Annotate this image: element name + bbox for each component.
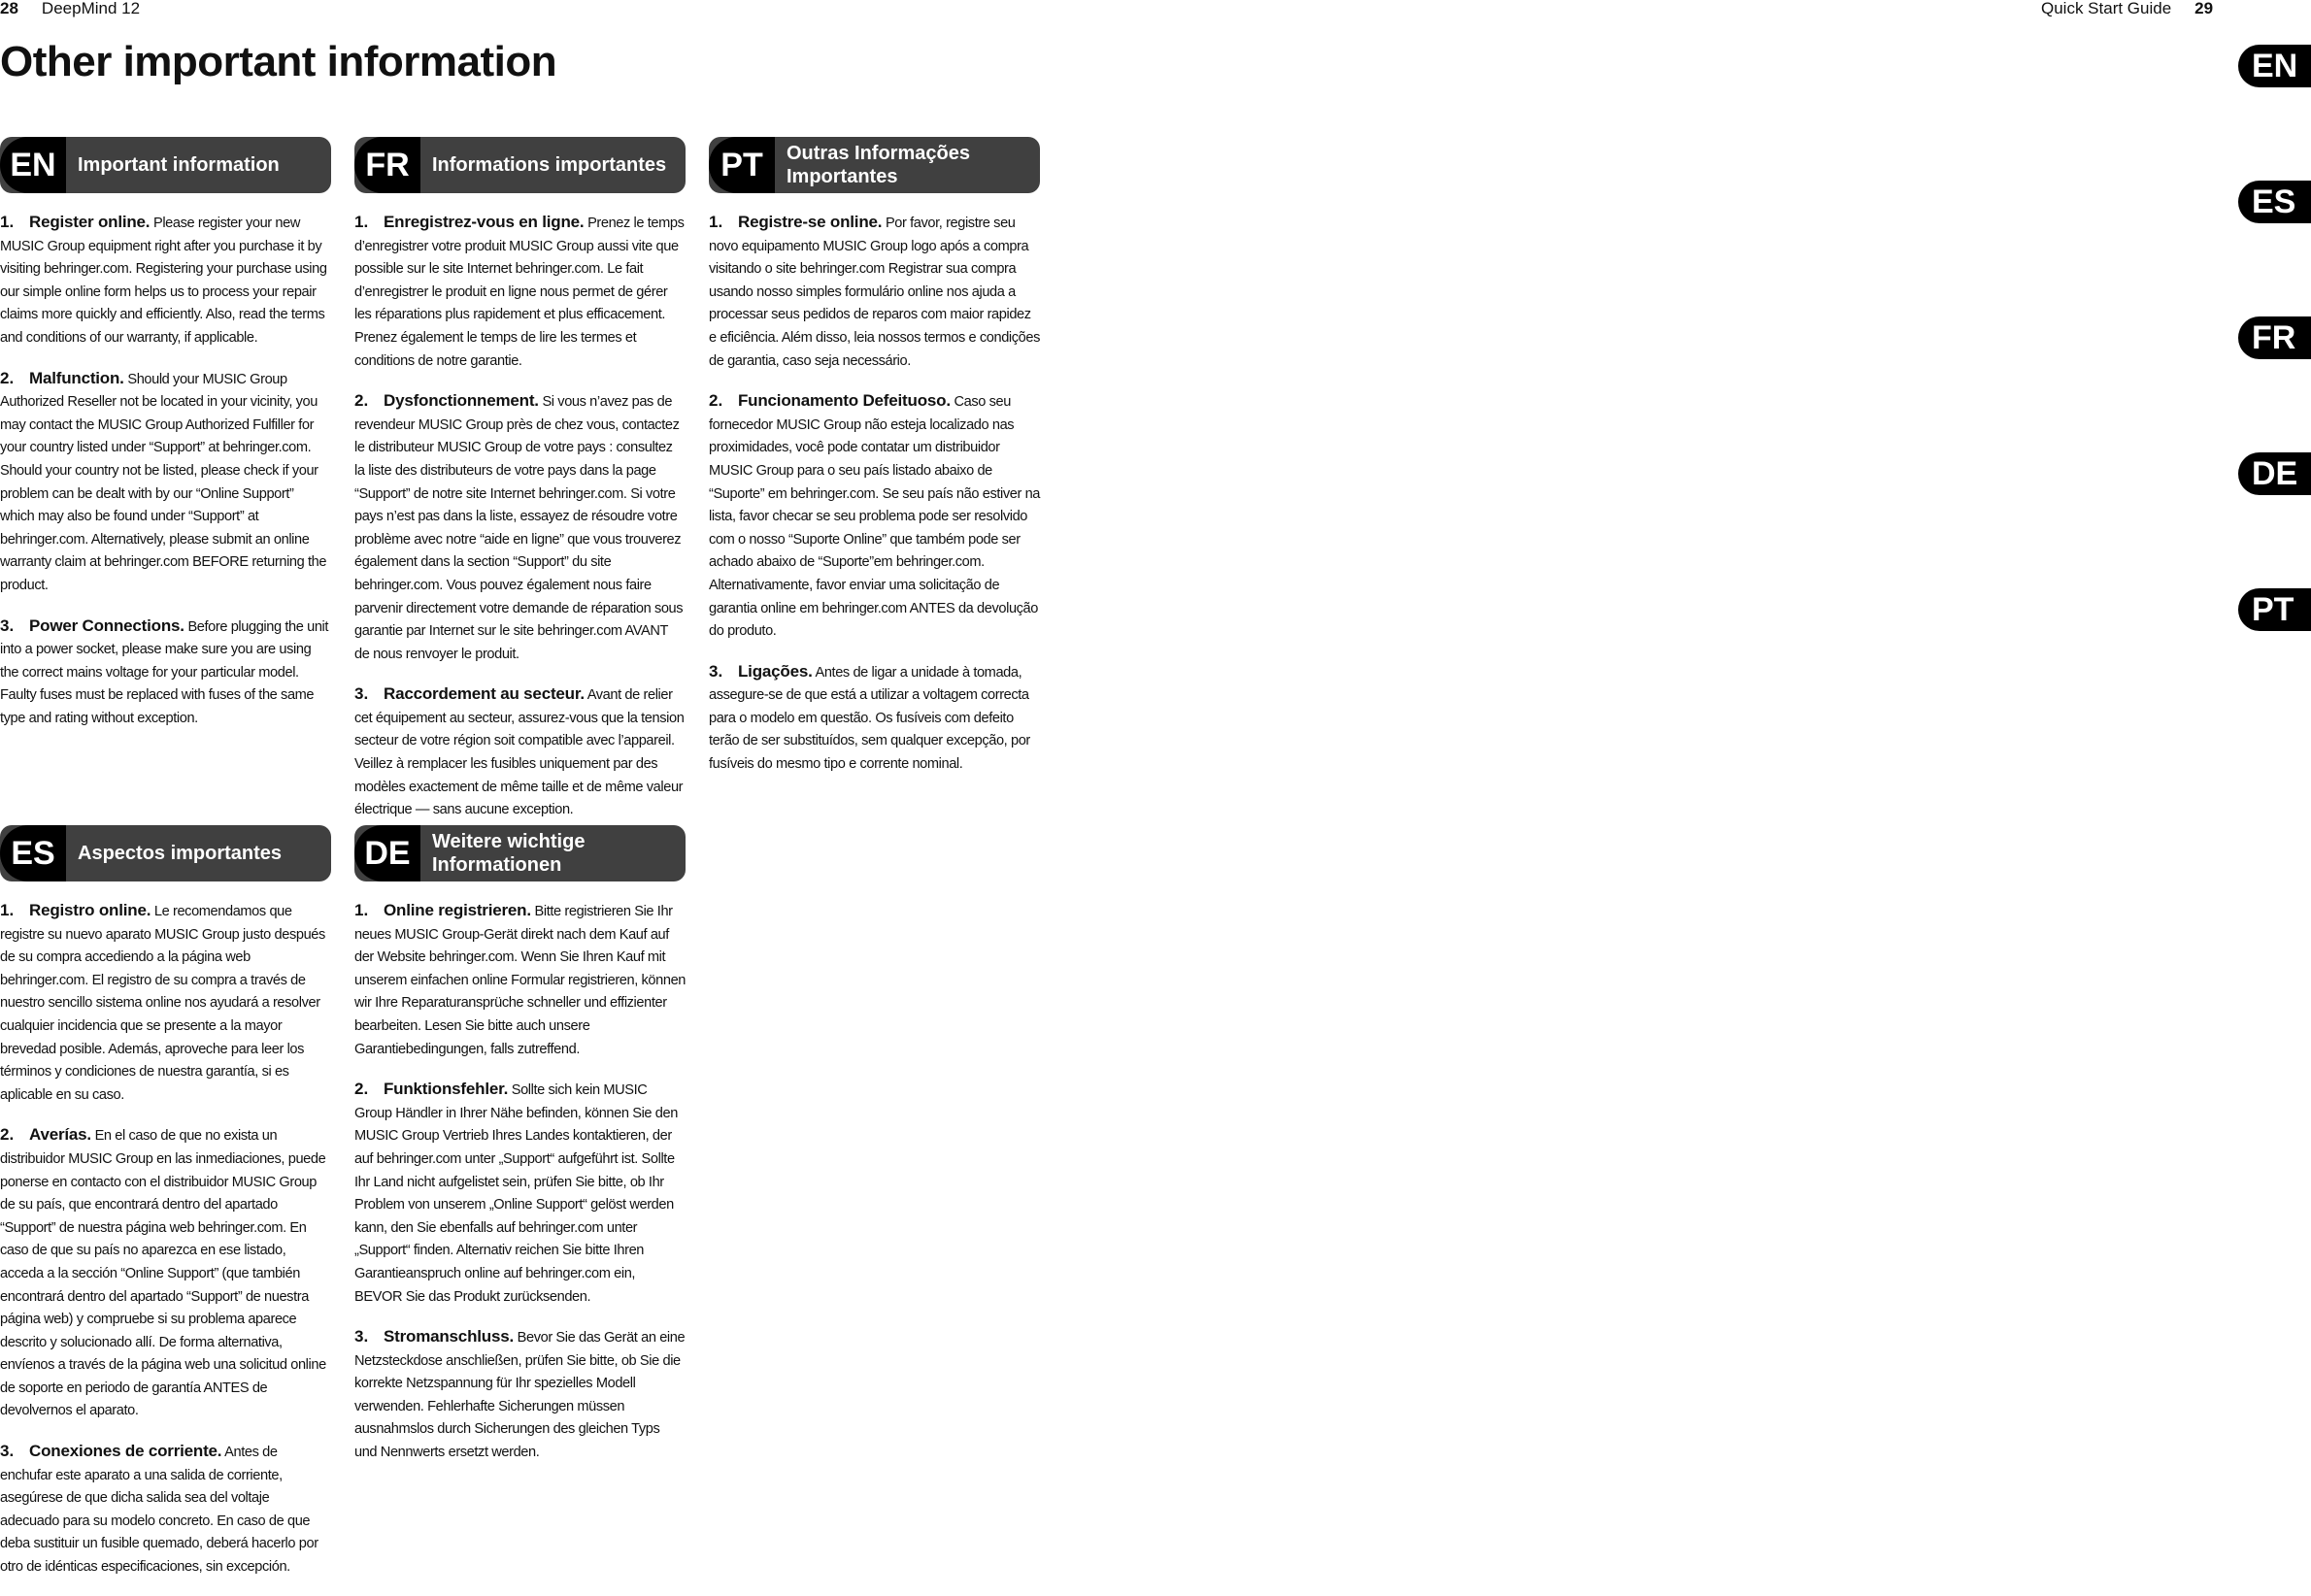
lang-tab-es[interactable]: ES	[2238, 181, 2311, 223]
section-header	[0, 825, 331, 881]
section-es	[0, 825, 331, 1596]
lang-tab-fr[interactable]: FR	[2238, 316, 2311, 359]
list-item: 3. Power Connections. Before plugging the unit into a power socket, please make sure you are using the correct mains voltage for your particular model. Faulty fuses must be replaced with fuses of the same type and rating without exception.	[0, 615, 329, 726]
guide-name: Quick Start Guide	[2041, 0, 2172, 17]
section-header	[354, 137, 686, 193]
product-name: DeepMind 12	[41, 0, 141, 17]
section-title: Informations importantes	[432, 154, 667, 176]
list-item: 2. Malfunction. Should your MUSIC Group Authorized Reseller not be located in your vicinity, you may contact the MUSIC Group Authorized Fulfiller for your country listed under “Support” at behringer.com. Should your country not be listed, please check if your problem can be dealt with by our “Online Support” which may also be found under “Support” at behringer.com. Alternatively, please submit an online warranty claim at behringer.com BEFORE returning the product.	[0, 368, 327, 593]
section-de	[354, 825, 686, 1481]
list-item: 2. Averías. En el caso de que no exista un distribuidor MUSIC Group en las inmediaciones, puede ponerse en contacto con el distribuidor MUSIC Group de su país, que encontrará dentro del apartado “Support” de nuestra página web behringer.com. En caso de que su país no aparezca en ese listado, acceda a la sección “Online Support” (que también encontrará dentro del apartado “Support” de nuestra página web) y compruebe si su problema aparece descrito y solucionado allí. De forma alternativa, envíenos a través de la página web una solicitud online de soporte en periodo de garantía ANTES de devolvernos el aparato.	[0, 1125, 326, 1419]
list-item: 3. Raccordement au secteur. Avant de relier cet équipement au secteur, assurez-vous que la tension secteur de votre région soit compatible avec l’appareil. Veillez à remplacer les fusibles uniquement par des modèles exactement de même taille et de même valeur électrique — sans aucune exception.	[354, 684, 685, 818]
page-title: Other important information	[0, 38, 557, 85]
section-title: Outras Informações Importantes	[787, 143, 970, 187]
language-badge: EN	[0, 137, 66, 193]
language-badge: DE	[354, 825, 420, 881]
list-item: 1. Enregistrez-vous en ligne. Prenez le temps d’enregistrer votre produit MUSIC Group aussi vite que possible sur le site Internet behringer.com. Le fait d’enregistrer le produit en ligne nous permet de gérer les réparations plus rapidement et plus efficacement. Prenez également le temps de lire les termes et conditions de notre garantie.	[354, 213, 685, 369]
language-badge: ES	[0, 825, 66, 881]
language-badge: PT	[709, 137, 775, 193]
section-header	[354, 825, 686, 881]
list-item: 2. Dysfonctionnement. Si vous n’avez pas de revendeur MUSIC Group près de chez vous, contactez le distributeur MUSIC Group de votre pays : consultez la liste des distributeurs de votre pays dans la page “Support” de notre site Internet behringer.com. Si votre pays n’est pas dans la liste, essayez de résoudre votre problème avec notre “aide en ligne” que vous trouverez également dans la section “Support” du site behringer.com. Vous pouvez également nous faire parvenir directement votre demande de réparation sous garantie par Internet sur le site behringer.com AVANT de nous renvoyer le produit.	[354, 391, 684, 662]
section-fr	[354, 137, 686, 839]
list-item: 1. Register online. Please register your new MUSIC Group equipment right after you purchase it by visiting behringer.com. Registering your purchase using our simple online form helps us to process your repair claims more quickly and efficiently. Also, read the terms and conditions of our warranty, if applicable.	[0, 213, 327, 346]
page-header-left	[0, 0, 140, 17]
lang-tab-en[interactable]: EN	[2238, 45, 2311, 87]
section-title: Aspectos importantes	[78, 843, 283, 864]
section-header	[0, 137, 331, 193]
list-item: 2. Funcionamento Defeituoso. Caso seu fornecedor MUSIC Group não esteja localizado nas proximidades, você pode contatar um distribuidor MUSIC Group para o seu país listado abaixo de “Suporte” em behringer.com. Se seu país não estiver na lista, favor checar se seu problema pode ser resolvido com o nosso “Suporte Online” que também pode ser achado abaixo de “Suporte”em behringer.com. Alternativamente, favor enviar uma solicitação de garantia online em behringer.com ANTES da devolução do produto.	[709, 391, 1041, 640]
section-header	[709, 137, 1040, 193]
list-item: 3. Ligações. Antes de ligar a unidade à tomada, assegure-se de que está a utilizar a voltagem correcta para o modelo em questão. Os fusíveis com defeito terão de ser substituídos, sem qualquer excepção, por fusíveis do mesmo tipo e corrente nominal.	[709, 661, 1030, 773]
lang-tab-pt[interactable]: PT	[2238, 588, 2311, 631]
right-page-number: 29	[2194, 0, 2214, 17]
language-badge: FR	[354, 137, 420, 193]
list-item: 1. Registre-se online. Por favor, registre seu novo equipamento MUSIC Group logo após a compra visitando o site behringer.com Registrar sua compra usando nosso simples formulário online nos ajuda a processar seus pedidos de reparos com maior rapidez e eficiência. Além disso, leia nossos termos e condições de garantia, caso seja necessário.	[709, 213, 1041, 369]
section-title: Important information	[78, 154, 280, 176]
left-page-number: 28	[0, 0, 18, 17]
lang-tab-de[interactable]: DE	[2238, 452, 2311, 495]
list-item: 1. Online registrieren. Bitte registrieren Sie Ihr neues MUSIC Group-Gerät direkt nach dem Kauf auf der Website behringer.com. Wenn Sie Ihren Kauf mit unserem einfachen online Formular registrieren, können wir Ihre Reparaturansprüche schneller und effizienter bearbeiten. Lesen Sie bitte auch unsere Garantiebedingungen, falls zutreffend.	[354, 901, 687, 1057]
section-en	[0, 137, 331, 747]
list-item: 2. Funktionsfehler. Sollte sich kein MUSIC Group Händler in Ihrer Nähe befinden, können Sie den MUSIC Group Vertrieb Ihres Landes kontaktieren, der auf behringer.com unter „Support“ aufgeführt ist. Sollte Ihr Land nicht aufgelistet sein, prüfen Sie bitte, ob Ihr Problem von unserem „Online Support“ gelöst werden kann, den Sie ebenfalls auf behringer.com unter „Support“ finden. Alternativ reichen Sie bitte Ihren Garantieanspruch online auf behringer.com ein, BEVOR Sie das Produkt zurücksenden.	[354, 1080, 678, 1305]
section-title: Weitere wichtige Informationen	[432, 831, 586, 876]
section-pt	[709, 137, 1040, 793]
list-item: 1. Registro online. Le recomendamos que registre su nuevo aparato MUSIC Group justo después de su compra accediendo a la página web behringer.com. El registro de su compra a través de nuestro sencillo sistema online nos ayudará a resolver cualquier incidencia que se presente a la mayor brevedad posible. Además, aproveche para leer los términos y condiciones de nuestra garantía, si es aplicable en su caso.	[0, 901, 325, 1103]
list-item: 3. Conexiones de corriente. Antes de enchufar este aparato a una salida de corriente, asegúrese de que dicha salida sea del voltaje adecuado para su modelo concreto. En caso de que deba sustituir un fusible quemado, deberá hacerlo por otro de idénticas especificaciones, sin excepción.	[0, 1442, 318, 1576]
list-item: 3. Stromanschluss. Bevor Sie das Gerät an eine Netzsteckdose anschließen, prüfen Sie bitte, ob Sie die korrekte Netzspannung für Ihr spezielles Modell verwenden. Fehlerhafte Sicherungen müssen ausnahmslos durch Sicherungen des gleichen Typs und Nennwerts ersetzt werden.	[354, 1327, 686, 1461]
page-header-right	[2041, 0, 2213, 17]
